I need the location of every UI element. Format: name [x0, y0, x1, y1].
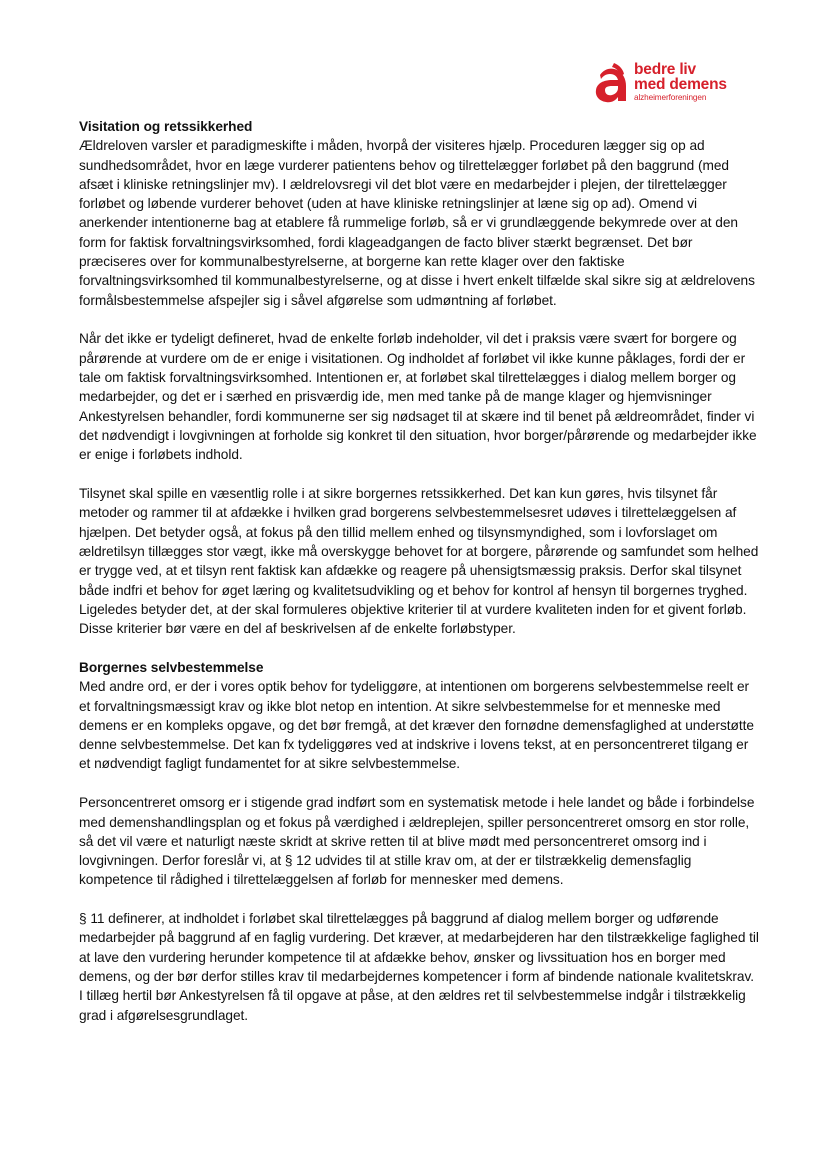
paragraph: Personcentreret omsorg er i stigende grad indført som en systematisk metode i hele landet og både i forbindelse med demenshandlingsplan og et fokus på værdighed i ældreplejen, spiller personcentreret omsorg en stor rolle, så det vil være et naturligt næste skridt at skrive retten til at blive mødt med personcentreret omsorg ind i lovgivningen. Derfor foreslår vi, at § 12 udvides til at stille krav om, at der er tilstrækkelig demensfaglig kompetence til rådighed i tilrettelæggelsen af forløb for mennesker med demens. — [79, 795, 755, 888]
paragraph: Når det ikke er tydeligt defineret, hvad de enkelte forløb indeholder, vil det i praksis være svært for borgere og pårørende at vurdere om de er enige i visitationen. Og indholdet af forløbet vil ikke kunne påklages, fordi der er tale om faktisk forvaltningsvirksomhed. Intentionen er, at forløbet skal tilrettelægges i dialog mellem borger og medarbejder, og det er i særhed en prisværdig ide, men med tanke på de mange klager og hjemvisninger Ankestyrelsen behandler, fordi kommunerne ser sig nødsaget til at skære ind til benet på ældreområdet, finder vi det nødvendigt i lovgivningen at forholde sig konkret til den situation, hvor borger/pårørende og medarbejder ikke er enige i forløbets indhold. — [79, 331, 757, 463]
paragraph: § 11 definerer, at indholdet i forløbet skal tilrettelægges på baggrund af dialog mellem borger og udførende medarbejder på baggrund af en faglig vurdering. Det kræver, at medarbejderen har den tilstrækkelige faglighed til at lave den vurdering herunder kompetence til at afdække behov, ønsker og livssituation hos en borger med demens, og der bør derfor stilles krav til medarbejdernes kompetencer i form af bindende nationale kvalitetskrav. I tillæg hertil bør Ankestyrelsen få til opgave at påse, at den ældres ret til selvbestemmelse indgår i tilstrækkelig grad i afgørelsesgrundlaget. — [79, 911, 759, 1023]
logo-line-1: bedre liv — [634, 61, 696, 78]
section-selvbestemmelse — [79, 658, 759, 1025]
organization-logo — [594, 61, 734, 105]
paragraph: Med andre ord, er der i vores optik behov for tydeliggøre, at intentionen om borgerens selvbestemmelse reelt er et forvaltningsmæssigt krav og ikke blot netop en intention. At sikre selvbestemmelse for et menneske med demens er en kompleks opgave, og det bør fremgå, at det kræver den fornødne demensfaglighed at understøtte denne selvbestemmelse. Det kan fx tydeliggøres ved at indskrive i lovens tekst, at en personcentreret tilgang er et nødvendigt fagligt fundamentet for at sikre selvbestemmelse. — [79, 679, 754, 772]
section-heading: Visitation og retssikkerhed — [79, 119, 253, 134]
section-visitation — [79, 117, 759, 638]
logo-line-2: med demens — [634, 76, 727, 93]
paragraph: Ældreloven varsler et paradigmeskifte i måden, hvorpå der visiteres hjælp. Proceduren lægger sig op ad sundhedsområdet, hvor en læge vurderer patientens behov og tilrettelægger forløbet på den baggrund (med afsæt i kliniske retningslinjer mv). I ældrelovsregi vil det blot være en medarbejder i plejen, der tilrettelægger forløbet og løbende vurderer behovet (uden at have kliniske retningslinjer at læne sig op ad). Omend vi anerkender intentionerne bag at etablere få rummelige forløb, så er vi grundlæggende bekymrede over at den form for faktisk forvaltningsvirksomhed, fordi klageadgangen de facto bliver stærkt begrænset. Det bør præciseres over for kommunalbestyrelserne, at borgerne kan rette klager over den faktiske forvaltningsvirksomhed til kommunalbestyrelserne, og at disse i hvert enkelt tilfælde skal sikre sig at ældrelovens formålsbestemmelse afspejler sig i såvel afgørelse som udmøntning af forløbet. — [79, 138, 755, 308]
alzheimer-logo-icon — [594, 61, 630, 105]
paragraph: Tilsynet skal spille en væsentlig rolle i at sikre borgernes retssikkerhed. Det kan kun gøres, hvis tilsynet får metoder og rammer til at afdække i hvilken grad borgerens selvbestemmelsesret udøves i tilrettelæggelsen af hjælpen. Det betyder også, at fokus på den tillid mellem enhed og tilsynsmyndighed, som i lovforslaget om ældretilsyn tillægges stor vægt, ikke må overskygge behovet for at borgere, pårørende og samfundet som helhed er trygge ved, at et tilsyn rent faktisk kan afdække og reagere på uhensigtsmæssig praksis. Derfor skal tilsynet både indfri et behov for øget læring og kvalitetsudvikling og et behov for kontrol af hensyn til borgernes tryghed. Ligeledes betyder det, at der skal formuleres objektive kriterier til at vurdere kvaliteten inden for et givent forløb. Disse kriterier bør være en del af beskrivelsen af de enkelte forløbstyper. — [79, 486, 759, 637]
document-body — [79, 117, 759, 1044]
section-heading: Borgernes selvbestemmelse — [79, 659, 264, 675]
logo-line-3: alzheimerforeningen — [634, 93, 707, 102]
logo-wordmark — [634, 62, 727, 104]
